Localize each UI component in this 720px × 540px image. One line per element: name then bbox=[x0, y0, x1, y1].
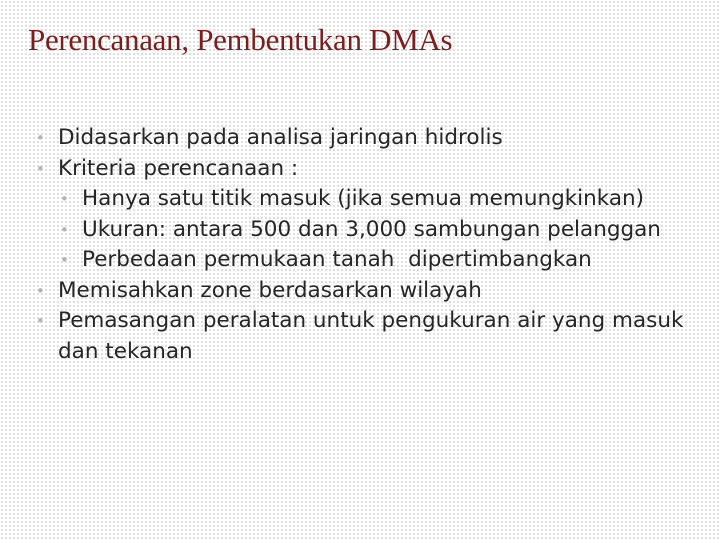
bullet-icon: • bbox=[36, 281, 45, 300]
bullet-text: Ukuran: antara 500 dan 3,000 sambungan pelanggan bbox=[82, 216, 661, 242]
bullet-item bbox=[34, 276, 694, 307]
bullet-list bbox=[34, 123, 694, 367]
bullet-text: Hanya satu titik masuk (jika semua memungkinkan) bbox=[82, 186, 645, 211]
bullet-item bbox=[34, 306, 694, 367]
sub-bullet-item bbox=[34, 215, 694, 246]
bullet-text: Pemasangan peralatan untuk pengukuran air yang masuk dan tekanan bbox=[58, 308, 684, 364]
sub-bullet-item bbox=[34, 184, 694, 215]
bullet-text: Perbedaan permukaan tanah dipertimbangkan bbox=[82, 247, 592, 272]
bullet-item bbox=[34, 123, 694, 154]
bullet-icon: • bbox=[36, 312, 45, 330]
bullet-text: Kriteria perencanaan : bbox=[58, 155, 299, 181]
sub-bullet-item bbox=[34, 245, 694, 276]
bullet-icon: • bbox=[60, 220, 69, 239]
bullet-icon: • bbox=[60, 190, 69, 208]
bullet-item bbox=[34, 154, 694, 185]
bullet-icon: • bbox=[60, 251, 69, 269]
slide-title: Perencanaan, Pembentukan DMAs bbox=[28, 22, 453, 57]
bullet-text: Memisahkan zone berdasarkan wilayah bbox=[58, 277, 482, 303]
bullet-text: Didasarkan pada analisa jaringan hidrolis bbox=[58, 125, 503, 150]
bullet-icon: • bbox=[36, 129, 45, 147]
bullet-icon: • bbox=[36, 159, 45, 178]
